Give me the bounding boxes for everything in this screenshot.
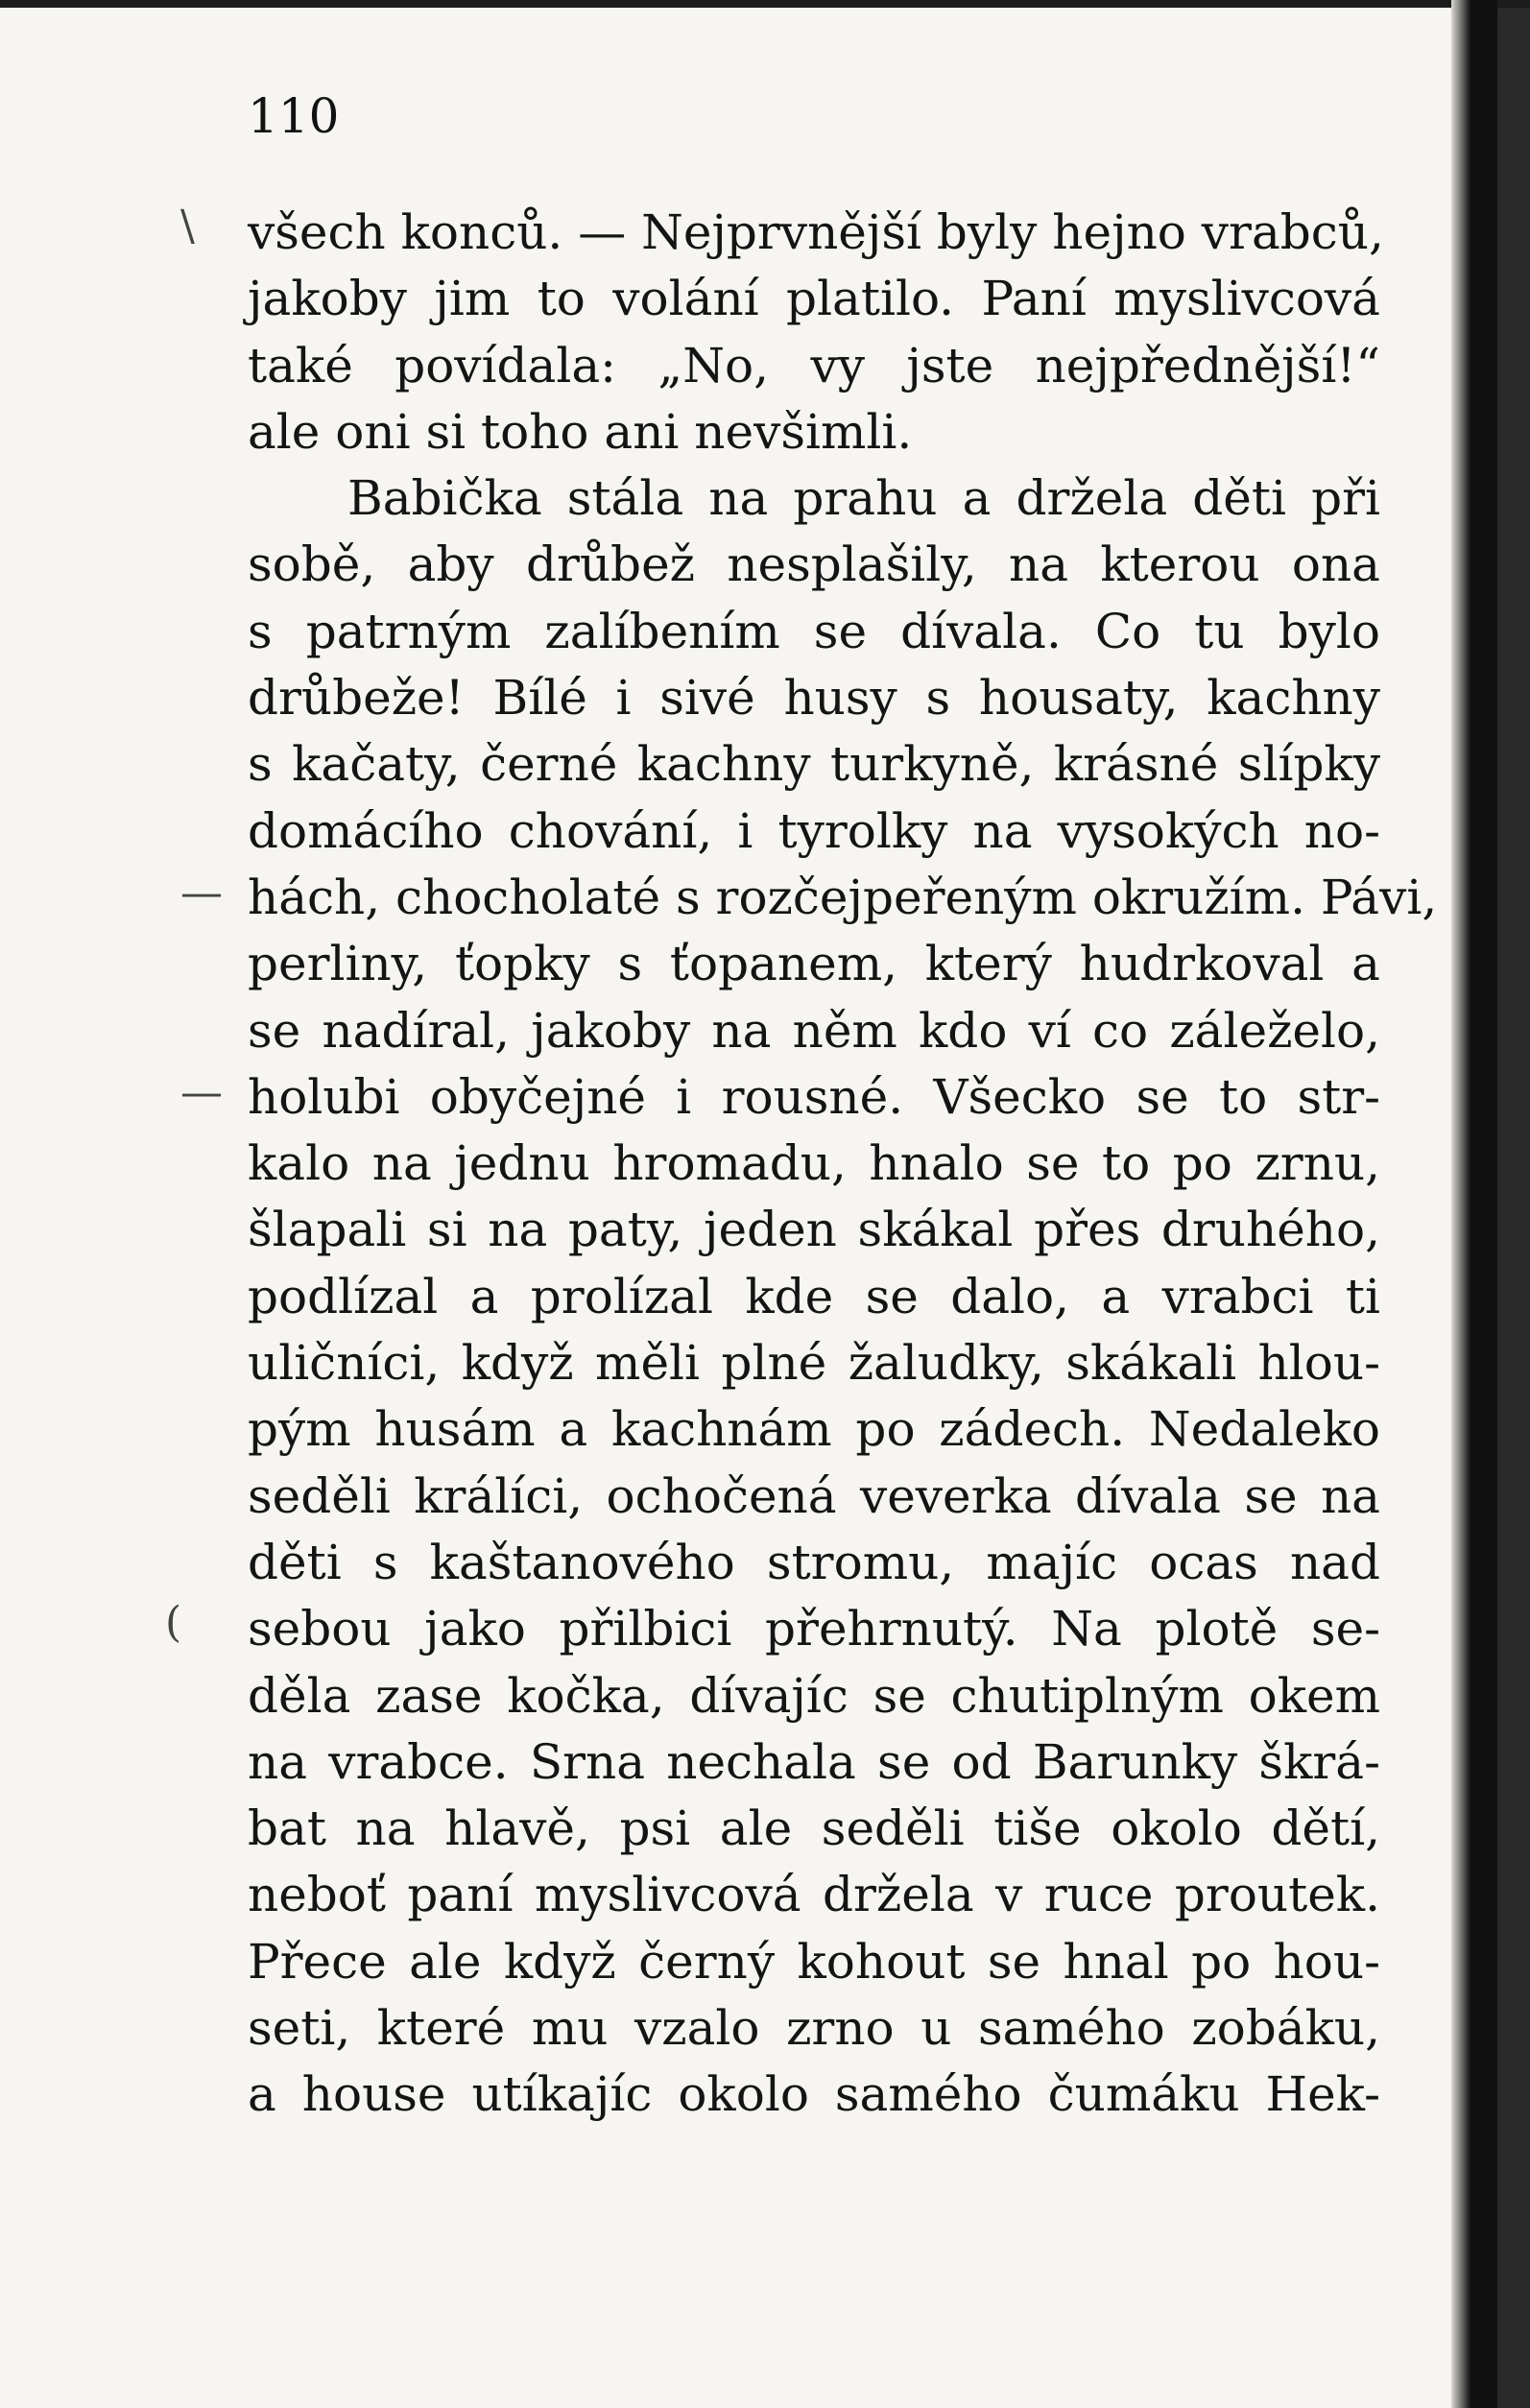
page-binding-edge <box>1451 0 1497 2408</box>
text-line: ale oni si toho ani nevšimli. <box>248 403 913 460</box>
text-line: děla zase kočka, dívajíc se chutiplným okem <box>248 1667 1380 1724</box>
text-line: drůbeže! Bílé i sivé husy s housaty, kachny <box>248 670 1380 727</box>
text-line: s patrným zalíbením se dívala. Co tu bylo <box>248 603 1380 659</box>
text-line: Babička stála na prahu a držela děti při <box>347 470 1380 527</box>
text-line: perliny, ťopky s ťopanem, který hudrkoval a <box>248 936 1380 992</box>
margin-mark: ( <box>165 1598 182 1647</box>
text-line: seti, které mu vzalo zrno u samého zobáku, <box>248 2000 1380 2057</box>
margin-dash: — <box>180 869 223 918</box>
text-line: všech konců. — Nejprvnější byly hejno vrabců, <box>248 204 1384 260</box>
text-line: sobě, aby drůbež nesplašily, na kterou ona <box>248 536 1380 593</box>
text-line: a house utíkajíc okolo samého čumáku Hek- <box>248 2066 1380 2123</box>
text-line: na vrabce. Srna nechala se od Barunky škrá- <box>248 1733 1380 1790</box>
text-line: s kačaty, černé kachny turkyně, krásné slípky <box>248 736 1380 793</box>
text-line: holubi obyčejné i rousné. Všecko se to str- <box>248 1068 1380 1125</box>
margin-mark: \ <box>180 202 195 250</box>
text-line: uličníci, když měli plné žaludky, skákali hlou- <box>248 1335 1380 1392</box>
text-line: se nadíral, jakoby na něm kdo ví co záleželo, <box>248 1002 1380 1059</box>
text-line: sebou jako přilbici přehrnutý. Na plotě se- <box>248 1601 1380 1657</box>
text-line: hách, chocholaté s rozčejpeřeným okružím. Pávi, <box>248 869 1438 925</box>
page-top-edge <box>0 0 1530 8</box>
text-line: Přece ale když černý kohout se hnal po hou- <box>248 1933 1380 1990</box>
text-line: šlapali si na paty, jeden skákal přes druhého, <box>248 1202 1380 1258</box>
text-line: bat na hlavě, psi ale seděli tiše okolo dětí, <box>248 1800 1380 1857</box>
text-line: pým husám a kachnám po zádech. Nedaleko <box>248 1401 1380 1458</box>
page-number: 110 <box>248 88 340 144</box>
text-line: neboť paní myslivcová držela v ruce proutek. <box>248 1867 1380 1923</box>
text-line: seděli králíci, ochočená veverka dívala se na <box>248 1467 1380 1524</box>
margin-dash: — <box>180 1068 223 1117</box>
text-line: domácího chování, i tyrolky na vysokých no- <box>248 802 1380 859</box>
text-line: kalo na jednu hromadu, hnalo se to po zrnu, <box>248 1135 1380 1192</box>
text-line: děti s kaštanového stromu, majíc ocas nad <box>248 1534 1380 1590</box>
text-line: podlízal a prolízal kde se dalo, a vrabci ti <box>248 1268 1380 1324</box>
text-line: jakoby jim to volání platilo. Paní myslivcová <box>248 271 1380 327</box>
text-line: také povídala: „No, vy jste nejpřednější!“ <box>248 337 1380 393</box>
body-text <box>248 200 1438 2129</box>
